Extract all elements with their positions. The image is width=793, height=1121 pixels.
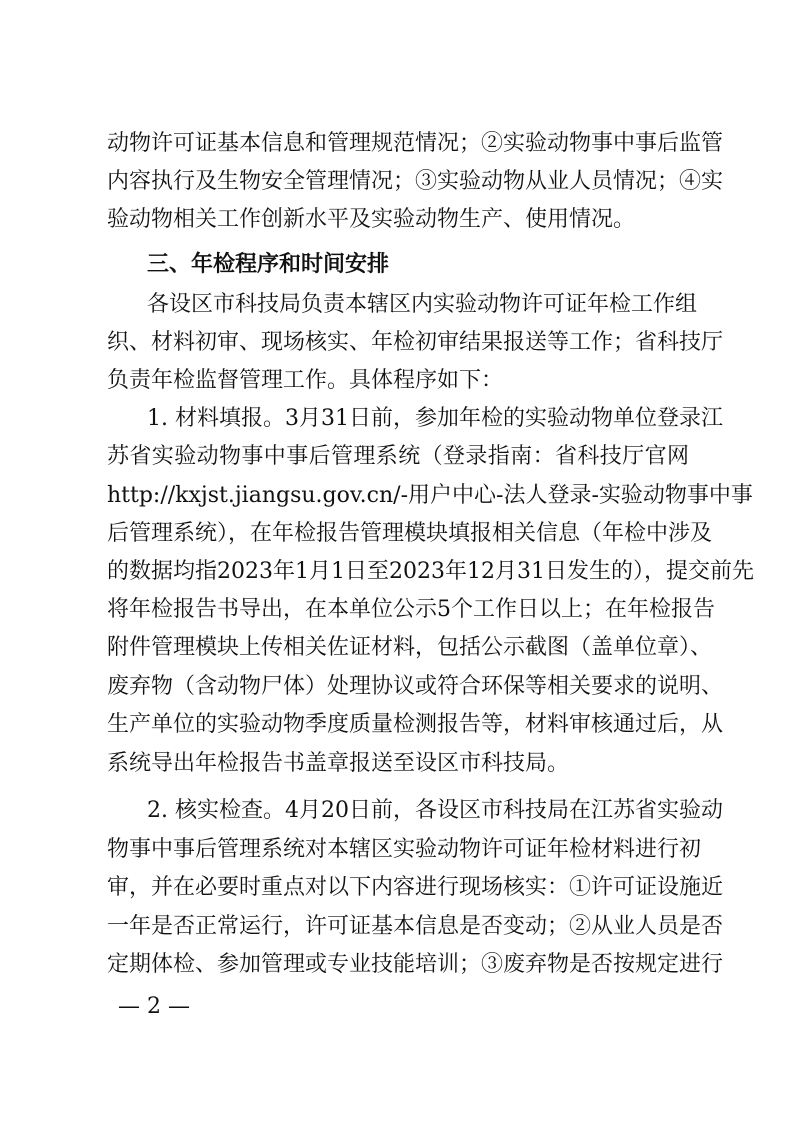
body-text-line: 验动物相关工作创新水平及实验动物生产、使用情况。: [107, 207, 636, 232]
body-text-line: 将年检报告书导出，在本单位公示5个工作日以上；在年检报告: [107, 597, 715, 622]
body-text-line: 织、材料初审、现场核实、年检初审结果报送等工作；省科技厅: [107, 330, 724, 355]
body-text-line: 物事中事后管理系统对本辖区实验动物许可证年检材料进行初: [107, 837, 702, 862]
body-text-line: 审，并在必要时重点对以下内容进行现场核实：①许可证设施近: [107, 875, 724, 900]
body-text-line: 生产单位的实验动物季度质量检测报告等，材料审核通过后，从: [107, 712, 724, 737]
body-text-line: 动物许可证基本信息和管理规范情况；②实验动物事中事后监管: [107, 131, 724, 156]
body-text-line: 定期体检、参加管理或专业技能培训；③废弃物是否按规定进行: [107, 952, 724, 977]
page-number: — 2 —: [118, 994, 190, 1019]
body-text-line: 内容执行及生物安全管理情况；③实验动物从业人员情况；④实: [107, 169, 724, 194]
body-text-line: 的数据均指2023年1月1日至2023年12月31日发生的），提交前先: [107, 559, 754, 584]
body-text-line: 苏省实验动物事中事后管理系统（登录指南：省科技厅官网: [107, 444, 689, 469]
body-text-line: 1. 材料填报。3月31日前，参加年检的实验动物单位登录江: [147, 406, 723, 431]
body-text-line: 负责年检监督管理工作。具体程序如下：: [107, 368, 504, 393]
body-text-line: 系统导出年检报告书盖章报送至设区市科技局。: [107, 751, 570, 776]
body-text-line: 各设区市科技局负责本辖区内实验动物许可证年检工作组: [147, 292, 698, 317]
body-text-line: 废弃物（含动物尸体）处理协议或符合环保等相关要求的说明、: [107, 674, 724, 699]
body-text-line: 一年是否正常运行，许可证基本信息是否变动；②从业人员是否: [107, 914, 724, 939]
body-text-line: 附件管理模块上传相关佐证材料，包括公示截图（盖单位章）、: [107, 635, 713, 660]
section-heading: 三、年检程序和时间安排: [147, 252, 390, 277]
body-text-line: 2. 核实检查。4月20日前，各设区市科技局在江苏省实验动: [147, 798, 723, 823]
body-text-line: 后管理系统），在年检报告管理模块填报相关信息（年检中涉及: [107, 521, 713, 546]
body-text-line: http://kxjst.jiangsu.gov.cn/-用户中心-法人登录-实验动物事中事: [107, 483, 753, 508]
